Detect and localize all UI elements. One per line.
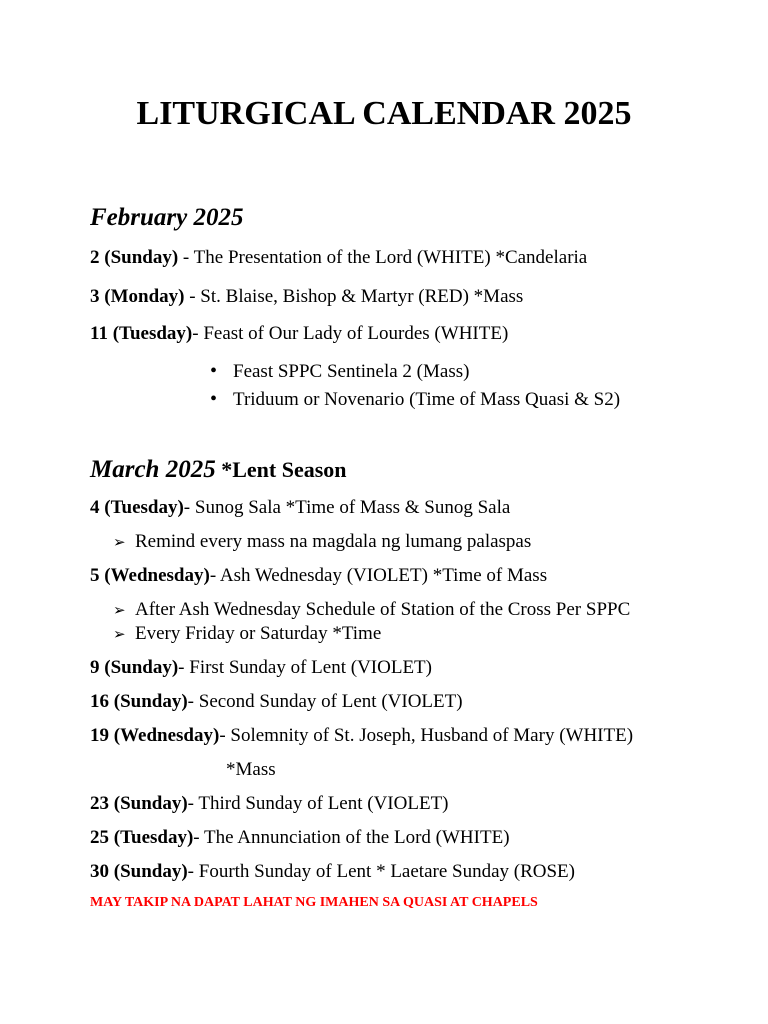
month-heading-march [90,455,347,485]
calendar-entry [90,564,547,588]
entry-text: - Second Sunday of Lent (VIOLET) [187,691,463,712]
calendar-entry [90,826,510,850]
entry-text: - The Annunciation of the Lord (WHITE) [193,827,510,848]
entry-date: 30 (Sunday) [90,861,188,882]
calendar-entry [90,496,510,520]
entry-date: 16 (Sunday) [90,691,188,712]
calendar-entry [90,724,633,748]
entry-date: 23 (Sunday) [90,793,188,814]
bullet-item [210,359,469,384]
entry-date: 19 (Wednesday) [90,725,220,746]
entry-date: 9 (Sunday) [90,657,179,678]
calendar-entry [90,690,463,714]
entry-text: - Sunog Sala *Time of Mass & Sunog Sala [183,497,511,518]
arrow-note [113,598,630,623]
calendar-entry [90,285,523,309]
entry-text: - Third Sunday of Lent (VIOLET) [187,793,449,814]
calendar-entry [90,860,575,884]
arrow-note [113,530,531,555]
calendar-entry [90,322,508,346]
entry-text: - Ash Wednesday (VIOLET) *Time of Mass [209,565,548,586]
entry-date: 25 (Tuesday) [90,827,194,848]
entry-date: 11 (Tuesday) [90,323,193,344]
note-text: After Ash Wednesday Schedule of Station of the Cross Per SPPC [135,599,631,620]
note-text: Every Friday or Saturday *Time [135,623,382,644]
entry-date: 5 (Wednesday) [90,565,210,586]
arrow-note [113,622,381,647]
calendar-entry [90,792,449,816]
bullet-icon: • [210,388,218,410]
note-text: Remind every mass na magdala ng lumang palaspas [135,531,532,552]
bullet-icon: • [210,360,218,382]
entry-text: - The Presentation of the Lord (WHITE) *Candelaria [182,247,588,268]
entry-text: - Fourth Sunday of Lent * Laetare Sunday (ROSE) [187,861,575,882]
entry-continuation: *Mass [226,759,276,780]
season-note: *Lent Season [215,457,347,482]
month-name: February 2025 [90,204,244,231]
bullet-text: Feast SPPC Sentinela 2 (Mass) [233,361,470,382]
entry-date: 3 (Monday) [90,286,185,307]
bullet-item [210,387,620,412]
month-heading-february [90,203,243,233]
bullet-text: Triduum or Novenario (Time of Mass Quasi & S2) [233,389,621,410]
entry-text: - First Sunday of Lent (VIOLET) [178,657,432,678]
arrow-bullet-icon: ➢ [113,603,126,619]
entry-text: - Solemnity of St. Joseph, Husband of Mary (WHITE) [219,725,634,746]
entry-text: - Feast of Our Lady of Lourdes (WHITE) [192,323,509,344]
entry-date: 2 (Sunday) [90,247,183,268]
entry-text: - St. Blaise, Bishop & Martyr (RED) *Mass [184,286,524,307]
warning-note: MAY TAKIP NA DAPAT LAHAT NG IMAHEN SA QUASI AT CHAPELS [90,895,538,910]
page-title: LITURGICAL CALENDAR 2025 [136,95,632,132]
calendar-entry [90,246,587,270]
arrow-bullet-icon: ➢ [113,535,126,551]
arrow-bullet-icon: ➢ [113,627,126,643]
calendar-entry [90,656,432,680]
entry-date: 4 (Tuesday) [90,497,184,518]
month-name: March 2025 [90,456,216,483]
